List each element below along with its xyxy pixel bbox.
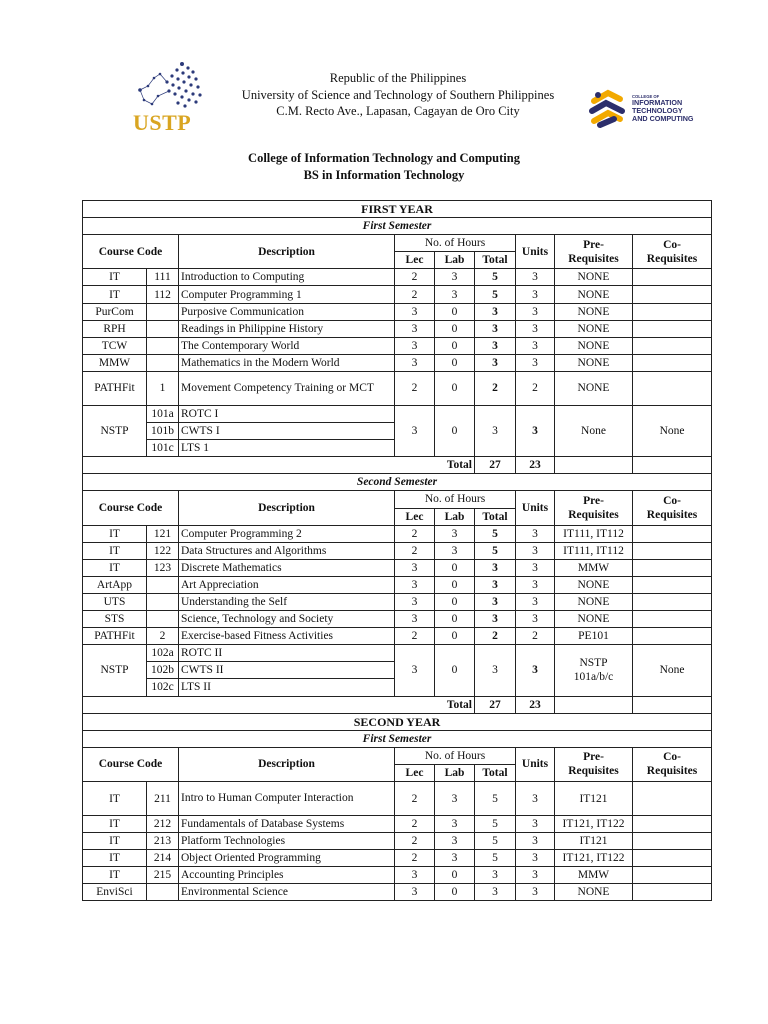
total-header: Total — [475, 764, 516, 781]
program-name: BS in Information Technology — [303, 168, 465, 182]
course-row — [83, 559, 712, 576]
course-number: 102a — [147, 645, 179, 662]
year-heading: FIRST YEAR — [83, 201, 712, 218]
course-row — [83, 611, 712, 628]
lec-hours: 2 — [395, 816, 435, 833]
units: 3 — [516, 337, 555, 354]
units-header: Units — [516, 235, 555, 269]
course-row — [83, 782, 712, 816]
course-number — [147, 576, 179, 593]
course-number: 123 — [147, 559, 179, 576]
corequisites — [633, 286, 712, 303]
lec-hours: 3 — [395, 576, 435, 593]
course-number — [147, 611, 179, 628]
prerequisites: NONE — [555, 371, 633, 405]
course-code: IT — [83, 816, 147, 833]
course-number: 213 — [147, 833, 179, 850]
semester-total-units: 23 — [516, 696, 555, 713]
prerequisites: PE101 — [555, 628, 633, 645]
course-code: IT — [83, 286, 147, 303]
corequisites-header: Co- Requisites — [633, 491, 712, 525]
hours-header: No. of Hours — [395, 235, 516, 252]
course-code: NSTP — [83, 645, 147, 696]
course-description: LTS II — [179, 679, 395, 696]
course-code-header: Course Code — [83, 491, 179, 525]
units: 3 — [516, 525, 555, 542]
prerequisites-header: Pre- Requisites — [555, 747, 633, 781]
column-header-row — [83, 491, 712, 508]
semester-heading: First Semester — [83, 730, 712, 747]
prerequisites: NONE — [555, 337, 633, 354]
course-code: IT — [83, 559, 147, 576]
course-description: Understanding the Self — [179, 593, 395, 610]
lec-hours: 2 — [395, 833, 435, 850]
description-header: Description — [179, 235, 395, 269]
corequisites: None — [633, 645, 712, 696]
total-hours: 5 — [475, 286, 516, 303]
course-row — [83, 286, 712, 303]
lec-hours: 3 — [395, 884, 435, 901]
course-code: EnviSci — [83, 884, 147, 901]
course-code: ArtApp — [83, 576, 147, 593]
lec-hours: 2 — [395, 269, 435, 286]
prerequisites: None — [555, 405, 633, 456]
course-description: Data Structures and Algorithms — [179, 542, 395, 559]
course-number — [147, 320, 179, 337]
course-description: Discrete Mathematics — [179, 559, 395, 576]
table-cell — [633, 696, 712, 713]
units: 3 — [516, 884, 555, 901]
lab-hours: 0 — [435, 320, 475, 337]
lab-hours: 0 — [435, 884, 475, 901]
semester-heading: Second Semester — [83, 474, 712, 491]
course-code-header: Course Code — [83, 747, 179, 781]
semester-heading-row — [83, 474, 712, 491]
lab-header: Lab — [435, 764, 475, 781]
course-number: 101b — [147, 423, 179, 440]
course-description: CWTS II — [179, 662, 395, 679]
semester-heading-row — [83, 218, 712, 235]
course-number: 121 — [147, 525, 179, 542]
nstp-row — [83, 645, 712, 662]
prerequisites: NONE — [555, 303, 633, 320]
units: 3 — [516, 593, 555, 610]
units: 3 — [516, 405, 555, 456]
lab-hours: 0 — [435, 371, 475, 405]
corequisites — [633, 884, 712, 901]
lab-hours: 3 — [435, 782, 475, 816]
course-description: Purposive Communication — [179, 303, 395, 320]
units: 3 — [516, 354, 555, 371]
total-hours: 3 — [475, 611, 516, 628]
course-number — [147, 337, 179, 354]
units: 2 — [516, 371, 555, 405]
total-hours: 3 — [475, 884, 516, 901]
course-description: Mathematics in the Modern World — [179, 354, 395, 371]
corequisites — [633, 303, 712, 320]
lec-hours: 3 — [395, 320, 435, 337]
lec-header: Lec — [395, 764, 435, 781]
semester-total-hours: 27 — [475, 696, 516, 713]
total-hours: 3 — [475, 593, 516, 610]
lab-hours: 0 — [435, 337, 475, 354]
prerequisites: NONE — [555, 354, 633, 371]
lab-hours: 3 — [435, 833, 475, 850]
corequisites — [633, 628, 712, 645]
description-header: Description — [179, 747, 395, 781]
prerequisites-header: Pre- Requisites — [555, 235, 633, 269]
prerequisites: MMW — [555, 559, 633, 576]
prerequisites: NONE — [555, 269, 633, 286]
total-hours: 3 — [475, 303, 516, 320]
course-code: IT — [83, 269, 147, 286]
year-heading-row — [83, 713, 712, 730]
corequisites — [633, 611, 712, 628]
total-label: Total — [83, 457, 475, 474]
lec-header: Lec — [395, 252, 435, 269]
column-header-row — [83, 747, 712, 764]
lab-hours: 0 — [435, 628, 475, 645]
course-description: Readings in Philippine History — [179, 320, 395, 337]
course-description: ROTC I — [179, 405, 395, 422]
semester-heading-row — [83, 730, 712, 747]
lec-hours: 3 — [395, 645, 435, 696]
corequisites — [633, 542, 712, 559]
lec-hours: 2 — [395, 371, 435, 405]
prerequisites: NONE — [555, 884, 633, 901]
total-hours: 2 — [475, 628, 516, 645]
institution-header — [200, 70, 596, 120]
semester-total-units: 23 — [516, 457, 555, 474]
total-hours: 5 — [475, 816, 516, 833]
course-row — [83, 354, 712, 371]
course-code-header: Course Code — [83, 235, 179, 269]
prerequisites: NONE — [555, 611, 633, 628]
corequisites — [633, 525, 712, 542]
course-number: 122 — [147, 542, 179, 559]
units: 3 — [516, 320, 555, 337]
total-hours: 3 — [475, 867, 516, 884]
lab-hours: 0 — [435, 611, 475, 628]
course-code: IT — [83, 833, 147, 850]
units: 2 — [516, 628, 555, 645]
units: 3 — [516, 286, 555, 303]
corequisites — [633, 371, 712, 405]
lec-hours: 3 — [395, 337, 435, 354]
citc-logo-text: COLLEGE OF INFORMATION TECHNOLOGY AND COMPUTING — [632, 94, 694, 123]
course-number: 211 — [147, 782, 179, 816]
course-description: Fundamentals of Database Systems — [179, 816, 395, 833]
corequisites-header: Co- Requisites — [633, 235, 712, 269]
lec-hours: 2 — [395, 286, 435, 303]
units: 3 — [516, 850, 555, 867]
course-code: PurCom — [83, 303, 147, 320]
prerequisites: IT121, IT122 — [555, 850, 633, 867]
lec-hours: 2 — [395, 782, 435, 816]
lec-hours: 3 — [395, 559, 435, 576]
course-code: PATHFit — [83, 371, 147, 405]
units: 3 — [516, 576, 555, 593]
course-description: LTS 1 — [179, 440, 395, 457]
lec-hours: 3 — [395, 611, 435, 628]
citc-logo — [588, 85, 708, 129]
corequisites — [633, 337, 712, 354]
course-number: 102b — [147, 662, 179, 679]
course-description: ROTC II — [179, 645, 395, 662]
lab-hours: 0 — [435, 645, 475, 696]
corequisites — [633, 320, 712, 337]
lab-header: Lab — [435, 508, 475, 525]
course-code: IT — [83, 525, 147, 542]
hours-header: No. of Hours — [395, 491, 516, 508]
description-header: Description — [179, 491, 395, 525]
course-row — [83, 269, 712, 286]
total-header: Total — [475, 508, 516, 525]
total-hours: 5 — [475, 833, 516, 850]
prerequisites-header: Pre- Requisites — [555, 491, 633, 525]
corequisites — [633, 593, 712, 610]
course-row — [83, 525, 712, 542]
course-row — [83, 833, 712, 850]
course-code: IT — [83, 867, 147, 884]
corequisites — [633, 782, 712, 816]
ustp-logo-text: USTP — [133, 110, 192, 135]
prerequisites: MMW — [555, 867, 633, 884]
semester-total-hours: 27 — [475, 457, 516, 474]
lec-hours: 3 — [395, 303, 435, 320]
course-row — [83, 337, 712, 354]
total-hours: 5 — [475, 542, 516, 559]
prerequisites: NONE — [555, 320, 633, 337]
prerequisites: IT121 — [555, 833, 633, 850]
course-row — [83, 542, 712, 559]
prerequisites: IT111, IT112 — [555, 542, 633, 559]
total-hours: 3 — [475, 645, 516, 696]
course-number: 212 — [147, 816, 179, 833]
course-number: 1 — [147, 371, 179, 405]
course-number — [147, 354, 179, 371]
course-description: Accounting Principles — [179, 867, 395, 884]
ustp-logo — [128, 60, 208, 136]
course-number: 101a — [147, 405, 179, 422]
corequisites — [633, 833, 712, 850]
corequisites — [633, 559, 712, 576]
course-description: Platform Technologies — [179, 833, 395, 850]
lec-hours: 3 — [395, 405, 435, 456]
course-row — [83, 320, 712, 337]
course-code: IT — [83, 782, 147, 816]
lab-header: Lab — [435, 252, 475, 269]
prerequisites: NONE — [555, 576, 633, 593]
units-header: Units — [516, 491, 555, 525]
course-code: UTS — [83, 593, 147, 610]
citc-mark-icon — [588, 85, 626, 129]
total-hours: 5 — [475, 269, 516, 286]
course-description: Art Appreciation — [179, 576, 395, 593]
lab-hours: 0 — [435, 303, 475, 320]
total-hours: 3 — [475, 559, 516, 576]
prerequisites: IT111, IT112 — [555, 525, 633, 542]
nstp-row — [83, 405, 712, 422]
lab-hours: 0 — [435, 405, 475, 456]
lab-hours: 0 — [435, 354, 475, 371]
republic-line: Republic of the Philippines — [329, 71, 467, 85]
course-description: The Contemporary World — [179, 337, 395, 354]
lab-hours: 0 — [435, 576, 475, 593]
course-description: Science, Technology and Society — [179, 611, 395, 628]
course-code: IT — [83, 850, 147, 867]
hours-header: No. of Hours — [395, 747, 516, 764]
college-title — [0, 150, 768, 184]
lab-hours: 0 — [435, 559, 475, 576]
prerequisites: NONE — [555, 286, 633, 303]
course-number: 112 — [147, 286, 179, 303]
units: 3 — [516, 303, 555, 320]
units: 3 — [516, 559, 555, 576]
total-hours: 3 — [475, 405, 516, 456]
column-header-row — [83, 235, 712, 252]
lab-hours: 3 — [435, 525, 475, 542]
units: 3 — [516, 542, 555, 559]
corequisites — [633, 354, 712, 371]
total-hours: 3 — [475, 320, 516, 337]
lec-hours: 3 — [395, 593, 435, 610]
total-label: Total — [83, 696, 475, 713]
document-header — [0, 60, 768, 140]
course-description: Movement Competency Training or MCT — [179, 371, 395, 405]
total-hours: 3 — [475, 576, 516, 593]
corequisites — [633, 867, 712, 884]
corequisites — [633, 576, 712, 593]
lab-hours: 3 — [435, 269, 475, 286]
semester-total-row — [83, 457, 712, 474]
units: 3 — [516, 645, 555, 696]
year-heading-row — [83, 201, 712, 218]
course-row — [83, 850, 712, 867]
course-row — [83, 628, 712, 645]
course-description: Computer Programming 1 — [179, 286, 395, 303]
course-code: PATHFit — [83, 628, 147, 645]
course-row — [83, 371, 712, 405]
lec-hours: 3 — [395, 354, 435, 371]
corequisites — [633, 816, 712, 833]
corequisites — [633, 850, 712, 867]
lab-hours: 3 — [435, 816, 475, 833]
course-row — [83, 576, 712, 593]
course-number — [147, 884, 179, 901]
units: 3 — [516, 816, 555, 833]
total-hours: 5 — [475, 850, 516, 867]
course-number: 214 — [147, 850, 179, 867]
total-hours: 5 — [475, 525, 516, 542]
units: 3 — [516, 611, 555, 628]
course-number — [147, 593, 179, 610]
course-description: Exercise-based Fitness Activities — [179, 628, 395, 645]
course-description: Introduction to Computing — [179, 269, 395, 286]
units: 3 — [516, 867, 555, 884]
course-row — [83, 867, 712, 884]
lec-hours: 2 — [395, 850, 435, 867]
course-number — [147, 303, 179, 320]
total-hours: 5 — [475, 782, 516, 816]
units: 3 — [516, 833, 555, 850]
total-hours: 3 — [475, 354, 516, 371]
corequisites: None — [633, 405, 712, 456]
university-line: University of Science and Technology of Southern Philippines — [241, 87, 555, 102]
units: 3 — [516, 782, 555, 816]
units: 3 — [516, 269, 555, 286]
year-heading: SECOND YEAR — [83, 713, 712, 730]
constellation-icon — [130, 60, 208, 112]
course-code: RPH — [83, 320, 147, 337]
lab-hours: 3 — [435, 542, 475, 559]
lec-header: Lec — [395, 508, 435, 525]
course-description: Environmental Science — [179, 884, 395, 901]
course-description: Intro to Human Computer Interaction — [179, 782, 395, 816]
course-number: 102c — [147, 679, 179, 696]
course-code: NSTP — [83, 405, 147, 456]
course-number: 2 — [147, 628, 179, 645]
college-name: College of Information Technology and Computing — [248, 151, 520, 165]
curriculum-table — [82, 200, 712, 901]
prerequisites: IT121 — [555, 782, 633, 816]
course-number: 215 — [147, 867, 179, 884]
course-code: TCW — [83, 337, 147, 354]
lab-hours: 0 — [435, 867, 475, 884]
prerequisites: IT121, IT122 — [555, 816, 633, 833]
table-cell — [555, 457, 633, 474]
course-description: CWTS I — [179, 423, 395, 440]
total-hours: 2 — [475, 371, 516, 405]
total-header: Total — [475, 252, 516, 269]
address-line: C.M. Recto Ave., Lapasan, Cagayan de Oro City — [276, 104, 520, 118]
prerequisites: NONE — [555, 593, 633, 610]
course-number: 101c — [147, 440, 179, 457]
prerequisites: NSTP 101a/b/c — [555, 645, 633, 696]
total-hours: 3 — [475, 337, 516, 354]
corequisites — [633, 269, 712, 286]
course-number: 111 — [147, 269, 179, 286]
corequisites-header: Co- Requisites — [633, 747, 712, 781]
lec-hours: 2 — [395, 542, 435, 559]
semester-total-row — [83, 696, 712, 713]
lec-hours: 3 — [395, 867, 435, 884]
course-description: Object Oriented Programming — [179, 850, 395, 867]
units-header: Units — [516, 747, 555, 781]
course-row — [83, 884, 712, 901]
lab-hours: 0 — [435, 593, 475, 610]
course-row — [83, 816, 712, 833]
lec-hours: 2 — [395, 628, 435, 645]
lab-hours: 3 — [435, 850, 475, 867]
lab-hours: 3 — [435, 286, 475, 303]
course-code: MMW — [83, 354, 147, 371]
lec-hours: 2 — [395, 525, 435, 542]
table-cell — [633, 457, 712, 474]
table-cell — [555, 696, 633, 713]
course-description: Computer Programming 2 — [179, 525, 395, 542]
semester-heading: First Semester — [83, 218, 712, 235]
course-code: IT — [83, 542, 147, 559]
course-row — [83, 593, 712, 610]
course-row — [83, 303, 712, 320]
course-code: STS — [83, 611, 147, 628]
